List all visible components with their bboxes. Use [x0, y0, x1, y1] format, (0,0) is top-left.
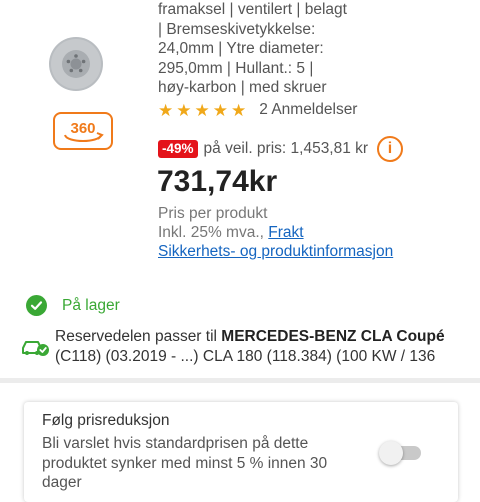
fitment-text — [55, 327, 470, 366]
info-icon[interactable]: i — [377, 136, 403, 162]
section-divider — [0, 378, 480, 383]
price: 731,74kr — [157, 165, 278, 198]
shipping-link[interactable]: Frakt — [268, 224, 304, 241]
star-icon: ★ — [158, 100, 174, 120]
toggle-knob — [379, 441, 403, 465]
discount-badge: -49% — [158, 140, 198, 158]
description-line: framaksel | ventilert | belagt — [158, 1, 347, 18]
fitment-car: MERCEDES-BENZ CLA Coupé — [221, 328, 445, 345]
star-icon: ★ — [231, 100, 247, 120]
price-alert-title: Følg prisreduksjon — [42, 412, 170, 429]
star-icon: ★ — [176, 100, 192, 120]
car-check-icon — [20, 336, 50, 360]
description-line: produktet synker med minst 5 % innen 30 — [42, 454, 328, 472]
price-alert-description — [42, 434, 362, 493]
svg-text:360: 360 — [70, 120, 96, 137]
price-unit: Pris per produkt — [158, 205, 268, 222]
star-icon: ★ — [194, 100, 210, 120]
rating[interactable] — [158, 99, 357, 121]
description-line: | Bremseskivetykkelse: — [158, 20, 316, 38]
rotate-360-icon — [59, 115, 107, 147]
description-line: høy-karbon | med skruer — [158, 79, 327, 96]
check-circle-icon — [26, 295, 47, 316]
regular-price: på veil. pris: 1,453,81 kr — [203, 140, 369, 157]
fitment-line-2: (C118) (03.2019 - ...) CLA 180 (118.384) (100 KW / 136 — [55, 347, 436, 365]
price-alert-toggle[interactable] — [379, 440, 423, 466]
star-icon: ★ — [212, 100, 228, 120]
product-image[interactable] — [48, 36, 104, 92]
vat-text: Inkl. 25% mva., — [158, 224, 264, 241]
fitment-prefix: Reservedelen passer til — [55, 328, 222, 345]
fitment-line-1 — [55, 327, 470, 347]
discount-line — [158, 140, 368, 158]
view-360-button[interactable] — [53, 112, 113, 150]
reviews-count[interactable]: 2 Anmeldelser — [259, 101, 358, 118]
description-line: Bli varslet hvis standardprisen på dette — [42, 435, 309, 452]
product-description — [158, 0, 458, 98]
stock-status: På lager — [62, 297, 120, 314]
description-line: 295,0mm | Hullant.: 5 | — [158, 59, 314, 77]
safety-info-link[interactable]: Sikkerhets- og produktinformasjon — [158, 243, 394, 260]
vat-line — [158, 224, 304, 242]
description-line: dager — [42, 474, 82, 491]
description-line: 24,0mm | Ytre diameter: — [158, 40, 324, 57]
